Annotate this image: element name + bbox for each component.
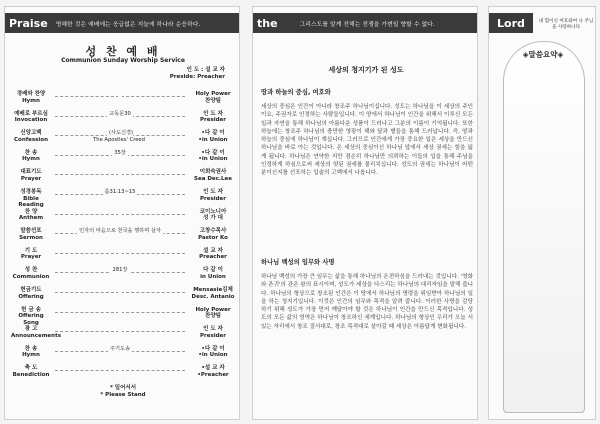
- sermon-panel: [252, 6, 478, 420]
- order-row: [5, 228, 240, 248]
- order-item-leader: [191, 150, 235, 163]
- order-leader-ko: •다 같 이: [201, 345, 225, 352]
- order-item-label: [11, 150, 51, 163]
- order-leader-en: Pastor Ko: [198, 234, 228, 241]
- order-item-detail-text: [118, 287, 122, 293]
- order-item-label: [11, 209, 51, 222]
- order-leader-ko: •다 같 이: [201, 130, 225, 137]
- order-item-detail: [55, 326, 185, 333]
- the-banner-text: 그리스도를 알게 전해는 전쟁을 가변일 향할 수 없다.: [299, 21, 435, 28]
- order-row: [5, 150, 240, 170]
- praise-panel: [4, 6, 240, 420]
- section-heading-1: 땅과 하늘의 중심, 여호와: [261, 89, 331, 96]
- order-row: [5, 365, 240, 385]
- order-leader-ko: 인 도 자: [203, 189, 223, 195]
- order-leader-en: •in Union: [198, 156, 228, 163]
- order-item-ko: 경배와 찬양: [16, 91, 46, 97]
- notes-panel: [488, 6, 596, 420]
- order-item-en: Offering Song: [18, 313, 44, 326]
- lord-tag: Lord: [497, 16, 525, 30]
- order-item-label: [11, 267, 51, 280]
- order-item-detail: [55, 346, 185, 353]
- order-item-en: Offering: [18, 293, 44, 300]
- section-body-1: 세상의 중심은 인간이 아니라 창조주 하나님이십니다. 성도는 하나님을 이 세상의 주인이요, 주권자로 인정하는 사람들입니다. 이 땅에서 하나님이 인간을 위해서 이루신 모든 일과 자연을 통해 하나님의 아름다운 성품이 드러나고 그분의 이름이 기억됩니다. 또한 하늘에는 창조주 하나님의 충만한 영광이 해와 달과 별들을 통해 드러납니다. 즉, 땅과 하늘의 중심에 하나님이 계십니다. 그러므로 인간에게 가장 중요한 일은 세상을 만드신 하나님을 바로 아는 것입니다. 온 세상의 중심이신 하나님 앞에서 세상 권세는 힘을 잃게 됩니다. 하나님은 연약한 지만 겸손히 하나님만 의뢰하는 이들의 입을 통해 주님을 인정하게 하심으로써 세상의 헛된 권세를 물리치십니다. 성도의 권세는 하나님이 어떤 분이신지를 선포하는 입술의 고백에서 나옵니다.: [261, 104, 473, 177]
- order-item-detail-text: 롬31:13~15: [104, 189, 136, 195]
- order-row: [5, 307, 240, 327]
- order-leader-ko: 코이노니아: [199, 208, 227, 215]
- order-item-detail: [55, 267, 185, 274]
- order-item-label: [11, 326, 61, 339]
- order-item-ko: 헌 금 송: [21, 306, 41, 313]
- order-item-detail: [55, 287, 185, 294]
- order-item-leader: [191, 130, 235, 143]
- order-item-en: Hymn: [22, 97, 40, 104]
- order-item-label: [11, 169, 51, 182]
- order-item-leader: [191, 346, 235, 359]
- order-item-label: [11, 111, 51, 124]
- order-item-label: [11, 91, 51, 104]
- order-item-detail-text: [118, 248, 122, 254]
- order-item-detail: [55, 365, 185, 372]
- order-leader-en: 찬양팀: [205, 97, 221, 104]
- lord-banner: [489, 13, 533, 33]
- order-item-en: Hymn: [22, 156, 40, 163]
- section-heading-2: 하나님 백성의 임무와 사명: [261, 259, 335, 266]
- order-item-ko: 신앙고백: [20, 130, 42, 137]
- order-leader-ko: 이희숙권사: [199, 169, 227, 176]
- order-row: [5, 130, 240, 150]
- order-item-leader: [191, 326, 235, 339]
- order-leader-en: 성 가 대: [203, 215, 223, 222]
- order-item-ko: 성 찬: [24, 267, 38, 274]
- order-leader-en: •in Union: [198, 136, 228, 143]
- order-row: [5, 248, 240, 268]
- order-leader-en: 찬양팀: [205, 313, 221, 320]
- order-leader-en: Preacher: [199, 254, 227, 261]
- order-item-en: Confession: [14, 136, 48, 143]
- order-item-detail: [55, 189, 185, 196]
- order-item-detail-text: [118, 365, 122, 371]
- order-row: [5, 209, 240, 229]
- order-row: [5, 91, 240, 111]
- order-item-detail: [55, 248, 185, 255]
- order-leader-en: Presider: [199, 332, 226, 339]
- section-body-2: 하나님 백성의 가장 큰 임무는 삶을 통해 하나님의 온전하심을 드러내는 것입니다. '영화와 존귀'의 관은 왕의 표시이며, 성도가 세상을 다스리는 하나님의 대리자임을 말해 줍니다. 하나님의 형상으로 창조된 인간은 이 땅에서 하나님의 명령을 위임받아 하나님의 일을 하는 청지기입니다. 이것은 인간의 임무와 목적을 알려 줍니다. 이러한 사명을 감당하기 위해 성도가 가장 먼저 깨달아야 할 것은 하나님이 인간을 만드신 목적입니다. 성도의 모든 삶의 영역은 하나님이 창조하신 세계입니다. 하나님의 형상인 우리가 오늘 서 있는 자리에서 창조 질서대로, 창조 목적대로 살아갈 때 세상은 아름답게 변화됩니다.: [261, 274, 474, 330]
- order-leader-ko: •설 교 자: [201, 365, 225, 372]
- order-item-detail-text: (사도신경) The Apostles' Creed: [93, 130, 145, 143]
- presider-label: [170, 67, 225, 81]
- order-item-label: [11, 189, 51, 209]
- order-leader-en: Presider: [199, 195, 226, 202]
- order-item-detail: [55, 169, 185, 176]
- order-item-label: [11, 365, 51, 378]
- order-leader-ko: 고창수목사: [199, 228, 227, 235]
- order-item-en: Invocation: [14, 117, 48, 124]
- order-row: [5, 169, 240, 189]
- order-item-ko: 기 도: [24, 247, 38, 254]
- order-leader-ko: Mensasie김제: [193, 287, 233, 293]
- order-leader-en: •Preacher: [197, 371, 229, 378]
- order-item-leader: [191, 209, 235, 222]
- order-item-leader: [191, 111, 235, 124]
- order-item-en: Bible Reading: [18, 195, 44, 208]
- order-item-detail: [55, 91, 185, 98]
- order-item-ko: 광 고: [24, 326, 38, 333]
- order-item-leader: [191, 267, 235, 280]
- notes-heading: ◈말씀요약◈: [522, 50, 564, 59]
- stand-ko: * 일어서서: [109, 385, 137, 391]
- order-item-detail: [55, 228, 185, 235]
- order-item-detail-text: 281장: [112, 267, 128, 274]
- order-item-en: Hymn: [22, 352, 40, 359]
- order-leader-en: Presider: [199, 117, 226, 124]
- order-item-ko: 찬 송: [24, 345, 38, 352]
- order-leader-ko: •다 같 이: [201, 149, 225, 156]
- order-item-leader: [191, 91, 235, 104]
- order-leader-en: Sea Dec.Lee: [194, 175, 232, 182]
- order-leader-ko: 인 도 자: [203, 326, 223, 333]
- order-item-leader: [191, 307, 235, 320]
- order-item-en: Prayer: [20, 254, 42, 261]
- order-leader-en: •in Union: [198, 352, 228, 359]
- order-item-ko: 찬 송: [24, 149, 38, 156]
- order-leader-ko: Holy Power: [195, 91, 231, 97]
- order-item-detail: [55, 150, 185, 157]
- order-item-label: [11, 287, 51, 300]
- order-item-detail-text: [118, 169, 122, 175]
- order-item-leader: [191, 365, 235, 378]
- presider-en: Preside: Preacher: [169, 74, 225, 80]
- order-leader-ko: 설 교 자: [203, 247, 223, 254]
- stand-note: [5, 385, 240, 399]
- order-item-detail-text: 주기도송: [109, 345, 131, 352]
- order-leader-ko: 인 도 자: [203, 110, 223, 117]
- notes-box[interactable]: [503, 41, 585, 413]
- order-row: [5, 287, 240, 307]
- order-row: [5, 111, 240, 131]
- order-item-detail-text: [118, 307, 122, 313]
- order-item-detail: [55, 307, 185, 314]
- order-item-leader: [191, 287, 235, 300]
- order-item-label: [11, 248, 51, 261]
- order-row: [5, 346, 240, 366]
- order-row: [5, 267, 240, 287]
- order-item-detail-text: [118, 326, 122, 332]
- order-item-leader: [191, 169, 235, 182]
- order-leader-en: Desc. Antanio: [191, 293, 235, 300]
- order-item-en: Prayer: [20, 175, 42, 182]
- order-item-en: Announcements: [11, 332, 61, 339]
- order-item-leader: [191, 228, 235, 241]
- order-item-en: Benediction: [12, 371, 50, 378]
- order-item-detail: [55, 111, 185, 118]
- order-item-ko: 헌금기도: [20, 287, 42, 293]
- order-item-detail: [55, 130, 185, 143]
- order-item-label: [11, 346, 51, 359]
- lord-subtitle: 내 힘이신 여호와여 나 주님을 사랑하나다: [538, 19, 594, 30]
- presider-ko: 인 도 : 설 교 자: [186, 67, 225, 73]
- sermon-title: 세상의 청지기가 된 성도: [328, 66, 404, 74]
- order-item-detail-text: 인자의 마음으로 천국을 행하며 살자: [79, 228, 161, 235]
- order-item-leader: [191, 189, 235, 202]
- order-item-detail-text: 교독문30: [109, 110, 131, 117]
- order-item-label: [11, 130, 51, 143]
- order-leader-en: in Union: [200, 273, 226, 280]
- service-title-ko: 성 찬 예 배: [85, 45, 161, 58]
- order-item-ko: 말씀선포: [20, 228, 42, 235]
- praise-tag: Praise: [9, 16, 48, 30]
- order-item-detail-text: [118, 209, 122, 215]
- order-leader-ko: Holy Power: [195, 306, 231, 313]
- order-item-ko: 예배로 부르심: [14, 110, 48, 117]
- order-item-leader: [191, 248, 235, 261]
- stand-en: * Please Stand: [100, 392, 146, 398]
- order-item-label: [11, 307, 51, 327]
- praise-banner: [5, 13, 240, 33]
- order-item-en: Communion: [12, 273, 50, 280]
- order-item-en: Anthem: [18, 215, 44, 222]
- order-item-ko: 대표기도: [20, 169, 42, 176]
- order-row: [5, 326, 240, 346]
- the-banner: [253, 13, 478, 33]
- praise-banner-text: 영혜한 것은 예배에는 응급없은 지늘에 하나라 순응하다.: [55, 21, 201, 28]
- order-item-en: Sermon: [19, 234, 43, 241]
- order-item-label: [11, 228, 51, 241]
- order-item-detail-text: [118, 91, 122, 97]
- the-tag: the: [257, 16, 278, 30]
- order-item-ko: 축 도: [24, 365, 38, 372]
- order-item-detail: [55, 209, 185, 216]
- order-row: [5, 189, 240, 209]
- service-title-en: Communion Sunday Worship Service: [61, 57, 185, 64]
- order-item-detail-text: 35장: [114, 149, 126, 156]
- order-item-ko: 찬 양: [24, 208, 38, 215]
- order-item-ko: 성경봉독: [20, 189, 42, 195]
- order-leader-ko: 다 같 이: [203, 267, 223, 274]
